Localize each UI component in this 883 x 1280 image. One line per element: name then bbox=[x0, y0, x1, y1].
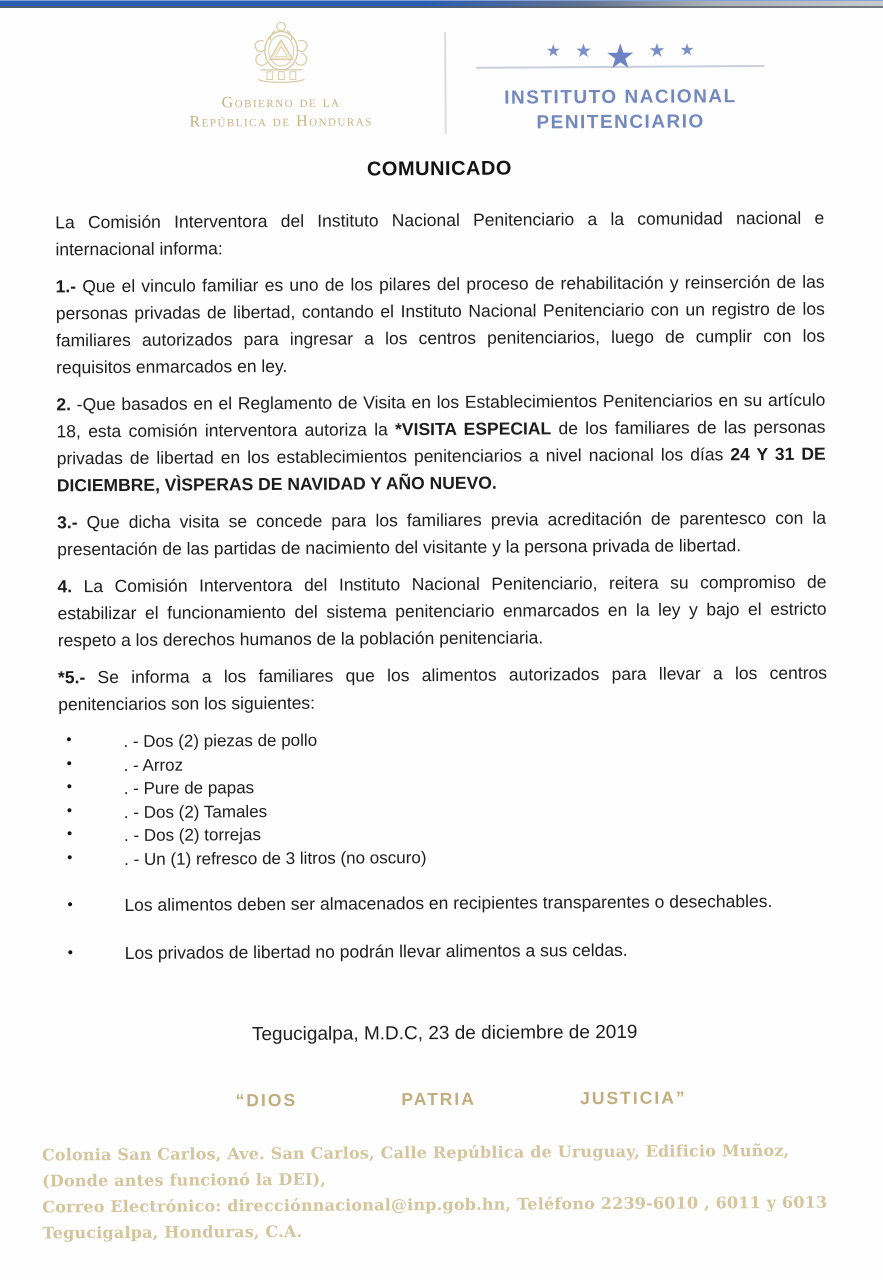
bullet-icon: • bbox=[66, 825, 73, 843]
note-text: Los alimentos deben ser almacenados en recipientes transparentes o desechables. bbox=[124, 890, 773, 915]
paragraph-1: 1.- Que el vinculo familiar es uno de los pilares del proceso de rehabilitación y reinserción de las personas privadas de libertad, contando el Instituto Nacional Penitenciario con un registro de los familiares autorizados para ingresar a los centros penitenciarios, luego de cumplir con los requisitos enmarcados en ley. bbox=[55, 271, 826, 378]
note-text: Los privados de libertad no podrán llevar alimentos a sus celdas. bbox=[124, 939, 628, 963]
bullet-icon: • bbox=[67, 944, 74, 962]
paragraph-2: 2. -Que basados en el Reglamento de Visita en los Establecimientos Penitenciarios en su artículo 18, esta comisión interventora autoriza la *VISITA ESPECIAL de los familiares de las personas privadas de libertad en los establecimientos penitenciarios a nivel nacional los días 24 Y 31 DE DICIEMBRE, VÌSPERAS DE NAVIDAD Y AÑO NUEVO. bbox=[56, 389, 826, 496]
document-content bbox=[0, 15, 883, 1246]
star-icon: ★ bbox=[604, 37, 636, 76]
document-body bbox=[55, 205, 829, 968]
list-item-text: . - Pure de papas bbox=[123, 778, 255, 798]
honduras-coat-of-arms-icon bbox=[233, 19, 329, 92]
star-icon: ★ bbox=[679, 40, 695, 60]
intro-paragraph: La Comisión Interventora del Instituto Nacional Penitenciario a la comunidad nacional e internacional informa: bbox=[55, 207, 825, 260]
photo-top-edge bbox=[0, 0, 883, 8]
inp-line2: PENITENCIARIO bbox=[536, 111, 705, 134]
star-icon: ★ bbox=[574, 41, 593, 63]
inp-line1: INSTITUTO NACIONAL bbox=[504, 86, 737, 109]
inp-logo bbox=[446, 15, 881, 140]
gobierno-line1: Gobierno de la bbox=[221, 93, 341, 112]
list-item-text: . - Un (1) refresco de 3 litros (no oscuro) bbox=[124, 847, 427, 869]
star-icon: ★ bbox=[545, 41, 561, 61]
inp-stars bbox=[470, 32, 770, 78]
bullet-icon: • bbox=[66, 778, 73, 796]
dateline: Tegucigalpa, M.D.C, 23 de diciembre de 2019 bbox=[251, 1021, 638, 1046]
list-item-text: . - Dos (2) torrejas bbox=[123, 825, 262, 845]
paragraph-3: 3.- Que dicha visita se concede para los familiares previa acreditación de parentesco con la presentación de las partidas de nacimiento del visitante y la persona privada de libertad. bbox=[57, 507, 827, 560]
gobierno-line2: República de Honduras bbox=[189, 112, 373, 131]
footer-line1: Colonia San Carlos, Ave. San Carlos, Calle República de Uruguay, Edificio Muñoz, (Donde antes funcionó la DEI), bbox=[41, 1140, 790, 1191]
bullet-icon: • bbox=[67, 848, 73, 866]
food-list bbox=[58, 726, 828, 872]
page-title: COMUNICADO bbox=[366, 157, 512, 181]
list-item bbox=[59, 843, 828, 871]
list-item-text: . - Dos (2) piezas de pollo bbox=[123, 730, 318, 751]
bullet-icon: • bbox=[66, 754, 72, 772]
note-containers bbox=[59, 888, 828, 920]
inp-wordmark bbox=[504, 84, 737, 135]
bullet-icon: • bbox=[67, 896, 73, 914]
star-icon: ★ bbox=[648, 40, 666, 62]
list-item-text: . - Dos (2) Tamales bbox=[123, 801, 268, 822]
motto bbox=[236, 1088, 687, 1112]
gobierno-wordmark bbox=[189, 92, 373, 131]
note-cells bbox=[60, 936, 829, 968]
gobierno-logo bbox=[0, 18, 445, 143]
paragraph-4: 4. La Comisión Interventora del Instituto Nacional Penitenciario, reitera su compromiso de estabilizar el funcionamiento del sistema penitenciario enmarcados en la ley y bajo el estricto respeto a los derechos humanos de la población penitenciaria. bbox=[57, 571, 827, 651]
bullet-icon: • bbox=[66, 731, 72, 749]
bullet-icon: • bbox=[66, 801, 73, 819]
list-item-text: . - Arroz bbox=[123, 755, 184, 775]
motto-word: JUSTICIA” bbox=[580, 1087, 687, 1109]
letterhead bbox=[0, 15, 881, 142]
motto-word: “DIOS bbox=[235, 1089, 298, 1111]
motto-word: PATRIA bbox=[401, 1088, 476, 1110]
footer-line2: Correo Electrónico: direcciónnacional@inp.gob.hn, Teléfono 2239-6010 , 6011 y 6013 Tegucigalpa, Honduras, C.A. bbox=[42, 1192, 828, 1243]
footer-address bbox=[42, 1137, 860, 1246]
paragraph-5: *5.- Se informa a los familiares que los alimentos autorizados para llevar a los centros penitenciarios son los siguientes: bbox=[57, 662, 828, 715]
